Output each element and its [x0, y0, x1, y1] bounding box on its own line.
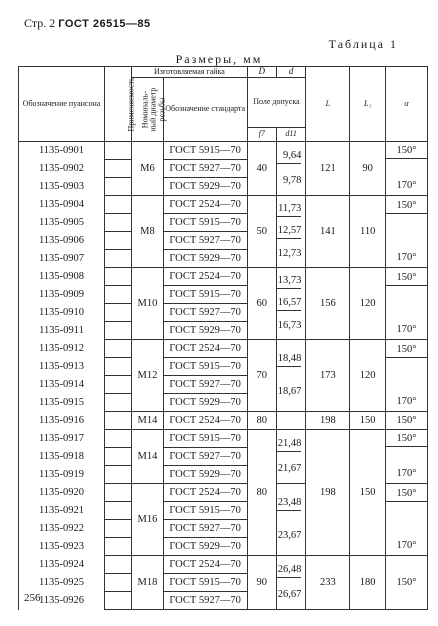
alpha-value: 170° [396, 468, 417, 479]
alpha-value: 150° [386, 199, 427, 214]
applicability-cell [104, 538, 131, 556]
D-cell: 80 [247, 412, 276, 430]
designation-cell: 1135-0902 [19, 160, 105, 178]
applicability-cell [104, 322, 131, 340]
standard-cell: ГОСТ 2524—70 [163, 268, 247, 286]
table-row [19, 196, 428, 214]
alpha-values [386, 432, 427, 481]
designation-cell: 1135-0904 [19, 196, 105, 214]
L-cell: 156 [306, 268, 350, 340]
page-prefix: Стр. [24, 16, 47, 30]
alpha-value: 150° [396, 576, 417, 588]
designation-cell: 1135-0922 [19, 520, 105, 538]
designation-cell: 1135-0914 [19, 376, 105, 394]
L-cell: 233 [306, 556, 350, 610]
d-value: 13,73 [277, 274, 301, 289]
applicability-cell [104, 304, 131, 322]
d-value: 9,64 [277, 149, 301, 164]
applicability-cell [104, 196, 131, 214]
d-value: 16,73 [277, 319, 302, 331]
table-label: Таблица 1 [328, 37, 398, 51]
L-cell: 141 [306, 196, 350, 268]
d-value: 12,57 [277, 224, 301, 239]
applicability-cell [104, 340, 131, 358]
thread-cell: M10 [132, 268, 163, 340]
col-d: d [276, 67, 305, 78]
page-number: 256 [24, 592, 41, 604]
doc-id: ГОСТ 26515—85 [58, 18, 151, 30]
designation-cell: 1135-0910 [19, 304, 105, 322]
alpha-cell [386, 556, 428, 610]
alpha-value: 150° [386, 144, 427, 159]
applicability-cell [104, 394, 131, 412]
alpha-value: 170° [396, 180, 417, 191]
alpha-values [386, 558, 427, 607]
d-cell [276, 430, 305, 484]
dimensions-table [18, 66, 428, 610]
alpha-cell [386, 340, 428, 412]
d-values [277, 271, 301, 337]
d-cell [276, 484, 305, 556]
alpha-value: 170° [396, 323, 417, 335]
applicability-cell [104, 556, 131, 574]
D-cell: 40 [247, 142, 276, 196]
thread-cell: M16 [132, 484, 163, 556]
L1-cell: 120 [350, 340, 386, 412]
standard-cell: ГОСТ 5915—70 [163, 214, 247, 232]
designation-cell: 1135-0917 [19, 430, 105, 448]
L-cell: 198 [306, 430, 350, 556]
d-cell [276, 556, 305, 610]
standard-cell: ГОСТ 5927—70 [163, 520, 247, 538]
D-cell: 70 [247, 340, 276, 412]
standard-cell: ГОСТ 5915—70 [163, 286, 247, 304]
alpha-values [386, 413, 427, 428]
standard-cell: ГОСТ 5929—70 [163, 538, 247, 556]
d-cell [276, 412, 305, 430]
standard-cell: ГОСТ 5927—70 [163, 160, 247, 178]
standard-cell: ГОСТ 5929—70 [163, 250, 247, 268]
col-L: L [306, 67, 350, 142]
designation-cell: 1135-0915 [19, 394, 105, 412]
col-nominal-diameter: Номиналь- ный диаметр резьбы [132, 78, 163, 142]
designation-cell: 1135-0926 [19, 592, 105, 610]
d-value: 26,48 [277, 563, 301, 578]
designation-cell: 1135-0906 [19, 232, 105, 250]
table-row [19, 556, 428, 574]
d-value: 11,73 [277, 202, 301, 217]
alpha-values [386, 343, 427, 409]
D-cell: 90 [247, 556, 276, 610]
alpha-value: 170° [396, 395, 417, 407]
designation-cell: 1135-0911 [19, 322, 105, 340]
designation-cell: 1135-0925 [19, 574, 105, 592]
standard-cell: ГОСТ 5915—70 [163, 574, 247, 592]
applicability-cell [104, 250, 131, 268]
d-values [277, 343, 301, 409]
L1-cell: 150 [350, 430, 386, 556]
col-designation: Обозначение пуансона [19, 67, 105, 142]
designation-cell: 1135-0909 [19, 286, 105, 304]
alpha-values [386, 144, 427, 193]
standard-cell: ГОСТ 5929—70 [163, 466, 247, 484]
page-header [24, 16, 151, 31]
d-value: 23,48 [277, 496, 301, 511]
table-row [19, 430, 428, 448]
standard-cell: ГОСТ 2524—70 [163, 484, 247, 502]
col-applicability: Применяемость [104, 67, 131, 142]
standard-cell: ГОСТ 5915—70 [163, 358, 247, 376]
col-f7: f7 [247, 128, 276, 142]
d-value: 9,78 [282, 175, 302, 186]
designation-cell: 1135-0903 [19, 178, 105, 196]
standard-cell: ГОСТ 2524—70 [163, 556, 247, 574]
col-tolerance: Поле допуска [247, 78, 306, 128]
d-value: 18,67 [277, 386, 302, 398]
thread-cell: M8 [132, 196, 163, 268]
D-cell: 60 [247, 268, 276, 340]
alpha-values [386, 487, 427, 553]
d-cell [276, 268, 305, 340]
table-row [19, 142, 428, 160]
standard-cell: ГОСТ 5929—70 [163, 178, 247, 196]
alpha-cell [386, 268, 428, 340]
applicability-cell [104, 484, 131, 502]
alpha-cell [386, 196, 428, 268]
alpha-cell [386, 142, 428, 196]
designation-cell: 1135-0921 [19, 502, 105, 520]
applicability-cell [104, 430, 131, 448]
standard-cell: ГОСТ 5929—70 [163, 322, 247, 340]
designation-cell: 1135-0901 [19, 142, 105, 160]
d-value: 21,67 [277, 463, 302, 474]
applicability-cell [104, 142, 131, 160]
designation-cell: 1135-0912 [19, 340, 105, 358]
standard-cell: ГОСТ 2524—70 [163, 412, 247, 430]
d-value: 18,48 [277, 352, 301, 367]
col-standard: Обозначение стандарта [163, 78, 247, 142]
standard-cell: ГОСТ 5927—70 [163, 376, 247, 394]
alpha-value: 150° [386, 487, 427, 502]
col-alpha: α [386, 67, 428, 142]
alpha-value: 150° [396, 414, 417, 426]
D-cell: 50 [247, 196, 276, 268]
applicability-cell [104, 412, 131, 430]
d-value: 23,67 [277, 530, 302, 542]
d-cell [276, 142, 305, 196]
alpha-cell [386, 412, 428, 430]
applicability-cell [104, 286, 131, 304]
d-values [277, 199, 301, 265]
col-nut-group: Изготовляемая гайка [132, 67, 247, 78]
table-body [19, 142, 428, 610]
designation-cell: 1135-0908 [19, 268, 105, 286]
standard-cell: ГОСТ 5915—70 [163, 430, 247, 448]
D-cell: 80 [247, 430, 276, 556]
d-values [277, 144, 301, 193]
applicability-cell [104, 232, 131, 250]
applicability-cell [104, 268, 131, 286]
thread-cell: M14 [132, 430, 163, 484]
designation-cell: 1135-0916 [19, 412, 105, 430]
col-d11: d11 [276, 128, 305, 142]
applicability-cell [104, 592, 131, 610]
table-row [19, 268, 428, 286]
designation-cell: 1135-0918 [19, 448, 105, 466]
alpha-value: 150° [386, 271, 427, 286]
thread-cell: M6 [132, 142, 163, 196]
L1-cell: 110 [350, 196, 386, 268]
thread-cell: M12 [132, 340, 163, 412]
L1-cell: 120 [350, 268, 386, 340]
alpha-cell [386, 430, 428, 484]
standard-cell: ГОСТ 5927—70 [163, 448, 247, 466]
applicability-cell [104, 160, 131, 178]
table-row [19, 412, 428, 430]
thread-cell: M14 [132, 412, 163, 430]
applicability-cell [104, 520, 131, 538]
alpha-value: 170° [396, 251, 417, 263]
designation-cell: 1135-0913 [19, 358, 105, 376]
standard-cell: ГОСТ 2524—70 [163, 196, 247, 214]
applicability-cell [104, 574, 131, 592]
applicability-cell [104, 376, 131, 394]
d-value: 16,57 [277, 296, 301, 311]
standard-cell: ГОСТ 5927—70 [163, 592, 247, 610]
alpha-value: 150° [386, 343, 427, 358]
L-cell: 198 [306, 412, 350, 430]
d-value: 21,48 [277, 437, 301, 452]
d-values [277, 432, 301, 481]
standard-cell: ГОСТ 5929—70 [163, 394, 247, 412]
L1-cell: 90 [350, 142, 386, 196]
alpha-values [386, 199, 427, 265]
applicability-cell [104, 466, 131, 484]
applicability-cell [104, 214, 131, 232]
L-cell: 121 [306, 142, 350, 196]
alpha-value: 170° [396, 539, 417, 551]
standard-cell: ГОСТ 5927—70 [163, 304, 247, 322]
applicability-cell [104, 448, 131, 466]
d-values [277, 558, 301, 607]
standard-cell: ГОСТ 5927—70 [163, 232, 247, 250]
L1-cell: 180 [350, 556, 386, 610]
thread-cell: M18 [132, 556, 163, 610]
designation-cell: 1135-0920 [19, 484, 105, 502]
alpha-cell [386, 484, 428, 556]
designation-cell: 1135-0919 [19, 466, 105, 484]
standard-cell: ГОСТ 5915—70 [163, 502, 247, 520]
standard-cell: ГОСТ 2524—70 [163, 340, 247, 358]
L-cell: 173 [306, 340, 350, 412]
col-L1: L₁ [350, 67, 386, 142]
page-num: 2 [49, 16, 56, 30]
designation-cell: 1135-0923 [19, 538, 105, 556]
designation-cell: 1135-0907 [19, 250, 105, 268]
designation-cell: 1135-0924 [19, 556, 105, 574]
L1-cell: 150 [350, 412, 386, 430]
d-cell [276, 196, 305, 268]
table-title: Размеры, мм [175, 52, 263, 66]
table-row [19, 340, 428, 358]
applicability-cell [104, 502, 131, 520]
designation-cell: 1135-0905 [19, 214, 105, 232]
d-values [277, 487, 301, 553]
d-value: 26,67 [277, 589, 302, 600]
d-value: 12,73 [277, 247, 302, 259]
standard-cell: ГОСТ 5915—70 [163, 142, 247, 160]
d-values [277, 413, 301, 428]
alpha-value: 150° [386, 432, 427, 447]
alpha-values [386, 271, 427, 337]
applicability-cell [104, 358, 131, 376]
applicability-cell [104, 178, 131, 196]
col-D: D [247, 67, 276, 78]
d-cell [276, 340, 305, 412]
